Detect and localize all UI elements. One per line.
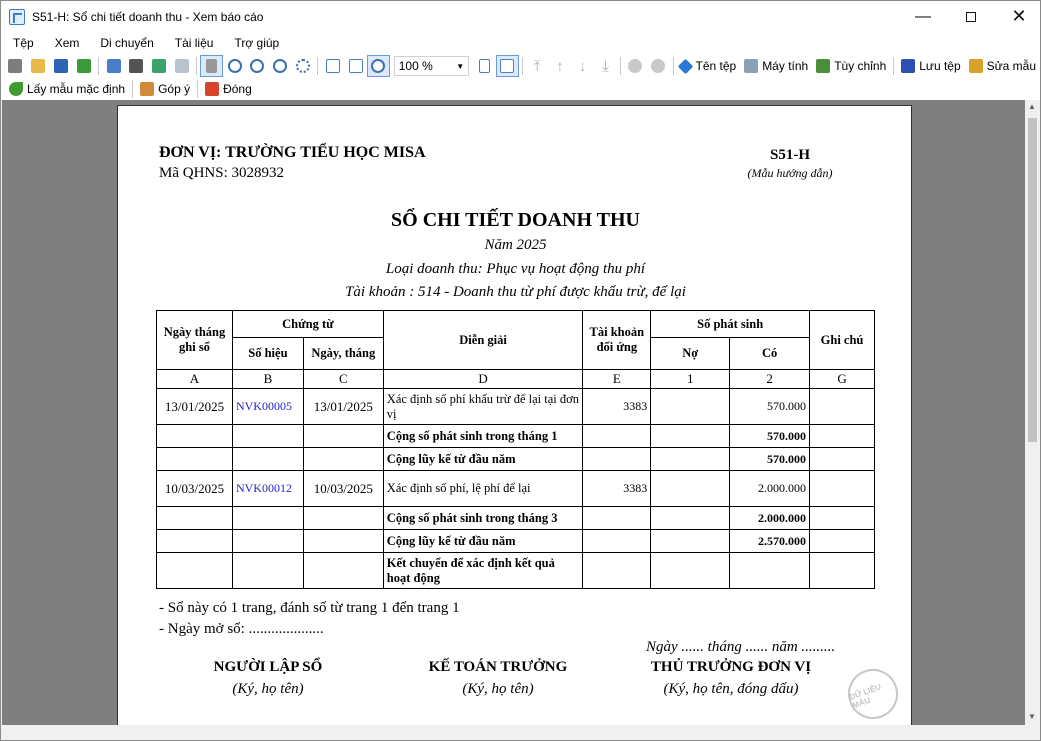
edit-icon (969, 59, 983, 73)
row-voucher-date (303, 448, 383, 471)
unit-name: ĐƠN VỊ: TRƯỜNG TIỂU HỌC MISA (159, 144, 426, 161)
first-page-icon: ⤒ (533, 57, 541, 75)
printer-icon (8, 59, 22, 73)
single-page-icon (479, 59, 490, 73)
calculator-label: Máy tính (762, 59, 809, 73)
back-icon (628, 59, 642, 73)
row-credit: 2.570.000 (730, 530, 810, 553)
last-page-button[interactable] (594, 55, 617, 77)
header-debit: Nợ (651, 338, 730, 370)
row-credit: 570.000 (730, 448, 810, 471)
preview-icon (175, 59, 189, 73)
row-debit (651, 448, 730, 471)
page-count-note: - Sổ này có 1 trang, đánh số từ trang 1 đến trang 1 (159, 600, 460, 616)
table-row (157, 389, 875, 425)
vertical-scroll-thumb[interactable] (1028, 118, 1037, 442)
row-description: Kết chuyển để xác định kết quả hoạt động (383, 553, 583, 589)
row-account (583, 448, 651, 471)
megaphone-icon (140, 82, 154, 96)
report-title: SỔ CHI TIẾT DOANH THU (391, 209, 640, 231)
arrow-down-icon: ↓ (578, 57, 587, 75)
close-report-button[interactable] (201, 78, 256, 100)
row-date (157, 425, 233, 448)
row-description: Xác định số phí khấu trừ để lại tại đơn vị (383, 389, 583, 425)
row-voucher-date (303, 530, 383, 553)
row-credit (730, 553, 810, 589)
chevron-down-icon: ▼ (456, 61, 465, 71)
maximize-button[interactable] (948, 1, 994, 32)
export-button[interactable] (72, 55, 95, 77)
row-note (810, 553, 875, 589)
row-description: Xác định số phí, lệ phí để lại (383, 471, 583, 507)
secondary-toolbar (1, 78, 1040, 100)
signer-title: NGƯỜI LẬP SỔ (213, 659, 323, 675)
customize-label: Tùy chỉnh (834, 59, 887, 73)
row-voucher-link (232, 553, 303, 589)
form-code: S51-H (769, 147, 810, 163)
folder-icon (31, 59, 45, 73)
vertical-scrollbar[interactable] (1025, 100, 1040, 725)
previous-page-button[interactable] (549, 55, 572, 77)
row-account (583, 530, 651, 553)
default-template-label: Lấy mẫu mặc định (27, 82, 126, 96)
column-letter: A (157, 370, 233, 389)
zoom-in-button[interactable] (223, 55, 246, 77)
row-credit: 570.000 (730, 389, 810, 425)
customize-icon (816, 59, 830, 73)
undo-arrow-icon (9, 82, 23, 96)
file-name-button[interactable] (676, 55, 740, 77)
toolbar-separator (620, 57, 621, 75)
toolbar-separator (317, 57, 318, 75)
power-icon (205, 82, 219, 96)
parameters-button[interactable] (102, 55, 125, 77)
floppy-icon (901, 59, 915, 73)
hand-icon (206, 59, 217, 73)
whole-page-icon (349, 59, 363, 73)
table-row (157, 553, 875, 589)
table-icon (107, 59, 121, 73)
column-letter: 1 (651, 370, 730, 389)
table-row (157, 507, 875, 530)
zoom-100-icon (371, 59, 385, 73)
signature-date: Ngày ...... tháng ...... năm ......... (646, 639, 836, 655)
report-year: Năm 2025 (484, 237, 547, 253)
refresh-button[interactable] (148, 55, 171, 77)
row-date (157, 448, 233, 471)
open-button[interactable] (27, 55, 50, 77)
signer-subtitle: (Ký, họ tên, đóng dấu) (663, 681, 799, 697)
zoom-area-button[interactable] (292, 55, 315, 77)
row-voucher-link (232, 507, 303, 530)
row-note (810, 425, 875, 448)
file-name-label: Tên tệp (695, 59, 737, 73)
header-amount: Số phát sinh (651, 311, 810, 338)
signer-subtitle: (Ký, họ tên) (462, 681, 534, 697)
row-voucher-date (303, 507, 383, 530)
row-date: 10/03/2025 (157, 471, 233, 507)
column-letter: G (810, 370, 875, 389)
row-debit (651, 471, 730, 507)
row-account: 3383 (583, 471, 651, 507)
row-voucher-link (232, 530, 303, 553)
actual-size-button[interactable] (367, 55, 390, 77)
menu-document[interactable]: Tài liệu (174, 36, 214, 50)
header-date: Ngày tháng ghi sổ (157, 311, 233, 370)
menu-file[interactable]: Tệp (13, 36, 34, 50)
default-template-button[interactable] (7, 78, 129, 100)
title-bar (1, 1, 1040, 32)
row-voucher-link (232, 448, 303, 471)
close-button[interactable]: ✕ (1011, 6, 1027, 26)
back-button[interactable] (624, 55, 647, 77)
row-credit: 2.000.000 (730, 507, 810, 530)
page-width-button[interactable] (321, 55, 344, 77)
size-grip (1025, 725, 1040, 740)
menu-bar (1, 32, 1040, 54)
forward-button[interactable] (647, 55, 670, 77)
zoom-select[interactable] (394, 56, 469, 76)
row-date (157, 507, 233, 530)
header-voucher-date: Ngày, tháng (303, 338, 383, 370)
signer-subtitle: (Ký, họ tên) (232, 681, 304, 697)
export-icon (77, 59, 91, 73)
single-page-button[interactable] (473, 55, 496, 77)
row-account (583, 507, 651, 530)
preview-button[interactable] (171, 55, 194, 77)
toolbar-separator (196, 57, 197, 75)
menu-help[interactable]: Trợ giúp (234, 36, 280, 50)
header-credit: Có (730, 338, 810, 370)
row-credit: 2.000.000 (730, 471, 810, 507)
row-note (810, 507, 875, 530)
open-date-note: - Ngày mở sổ: .................... (159, 621, 324, 637)
save-file-label: Lưu tệp (919, 59, 961, 73)
next-page-button[interactable] (571, 55, 594, 77)
row-debit (651, 389, 730, 425)
scroll-up-icon[interactable]: ▲ (1028, 102, 1036, 111)
zoom-area-icon (296, 59, 310, 73)
table-row (157, 448, 875, 471)
print-button[interactable] (4, 55, 27, 77)
toolbar-separator (132, 80, 133, 98)
zoom-out-button[interactable] (269, 55, 292, 77)
qhns-code: Mã QHNS: 3028932 (159, 165, 285, 181)
row-description: Cộng số phát sinh trong tháng 3 (383, 507, 583, 530)
signer-title: KẾ TOÁN TRƯỞNG (428, 659, 568, 675)
minimize-button[interactable]: — (915, 7, 931, 25)
row-voucher-link (232, 425, 303, 448)
row-credit: 570.000 (730, 425, 810, 448)
row-account (583, 425, 651, 448)
save-file-button[interactable] (897, 55, 964, 77)
column-letter: 2 (730, 370, 810, 389)
find-button[interactable] (125, 55, 148, 77)
row-debit (651, 530, 730, 553)
menu-view[interactable]: Xem (54, 36, 80, 50)
window-title: S51-H: Sổ chi tiết doanh thu - Xem báo cáo (32, 9, 264, 24)
calculator-icon (744, 59, 758, 73)
report-app-icon (9, 9, 25, 25)
row-voucher-date (303, 425, 383, 448)
arrow-up-icon: ↑ (556, 57, 564, 75)
header-description: Diễn giải (383, 311, 583, 370)
zoom-value: 100 % (398, 59, 433, 73)
report-view-area[interactable] (2, 100, 1025, 725)
row-date (157, 530, 233, 553)
ledger-table (156, 310, 875, 589)
customize-button[interactable] (812, 55, 890, 77)
edit-template-button[interactable] (965, 55, 1040, 77)
row-voucher-link[interactable]: NVK00012 (232, 471, 303, 507)
info-icon (678, 58, 694, 74)
row-account: 3383 (583, 389, 651, 425)
scroll-down-icon[interactable]: ▼ (1028, 712, 1036, 721)
zoom-in-plus-button[interactable] (246, 55, 269, 77)
form-subtitle: (Mẫu hướng dẫn) (747, 166, 833, 180)
last-page-icon: ⤓ (602, 57, 609, 75)
header-voucher: Chứng từ (232, 311, 383, 338)
revenue-type: Loại doanh thu: Phục vụ hoạt động thu phí (385, 261, 646, 277)
row-debit (651, 507, 730, 530)
signer-title: THỦ TRƯỞNG ĐƠN VỊ (650, 659, 812, 675)
horizontal-scrollbar[interactable] (2, 725, 1025, 740)
refresh-icon (152, 59, 166, 73)
row-account (583, 553, 651, 589)
toolbar-separator (893, 57, 894, 75)
magnifier-icon (228, 59, 242, 73)
save-button[interactable] (50, 55, 73, 77)
first-page-button[interactable] (526, 55, 549, 77)
feedback-button[interactable] (136, 78, 194, 100)
zoom-out-icon (273, 59, 287, 73)
close-report-label: Đóng (223, 82, 252, 96)
table-row (157, 530, 875, 553)
forward-icon (651, 59, 665, 73)
toolbar-separator (522, 57, 523, 75)
sample-data-stamp: DỮ LIỆU MẪU (841, 662, 905, 725)
binoculars-icon (129, 59, 143, 73)
column-letter: C (303, 370, 383, 389)
toolbar-separator (98, 57, 99, 75)
header-note: Ghi chú (810, 311, 875, 370)
report-page (117, 105, 912, 725)
edit-template-label: Sửa mẫu (986, 59, 1037, 73)
page-width-icon (326, 59, 340, 73)
column-letter: B (232, 370, 303, 389)
multi-page-icon (500, 59, 514, 73)
row-voucher-date: 13/01/2025 (303, 389, 383, 425)
row-description: Cộng số phát sinh trong tháng 1 (383, 425, 583, 448)
row-debit (651, 425, 730, 448)
feedback-label: Góp ý (158, 82, 191, 96)
whole-page-button[interactable] (344, 55, 367, 77)
table-row (157, 425, 875, 448)
account-line: Tài khoản : 514 - Doanh thu từ phí được khấu trừ, để lại (345, 284, 686, 300)
save-icon (54, 59, 68, 73)
row-note (810, 389, 875, 425)
row-date: 13/01/2025 (157, 389, 233, 425)
table-row (157, 471, 875, 507)
main-toolbar (1, 54, 1040, 78)
row-description: Cộng lũy kế từ đầu năm (383, 448, 583, 471)
toolbar-separator (673, 57, 674, 75)
header-account: Tài khoản đối ứng (583, 311, 651, 370)
row-note (810, 471, 875, 507)
header-voucher-no: Số hiệu (232, 338, 303, 370)
toolbar-separator (197, 80, 198, 98)
multi-page-button[interactable] (496, 55, 519, 77)
hand-tool-button[interactable] (200, 55, 223, 77)
row-description: Cộng lũy kế từ đầu năm (383, 530, 583, 553)
row-debit (651, 553, 730, 589)
row-date (157, 553, 233, 589)
row-voucher-date: 10/03/2025 (303, 471, 383, 507)
calculator-button[interactable] (740, 55, 812, 77)
menu-navigate[interactable]: Di chuyển (100, 36, 154, 50)
row-voucher-link[interactable]: NVK00005 (232, 389, 303, 425)
row-note (810, 530, 875, 553)
column-letter: E (583, 370, 651, 389)
column-letter: D (383, 370, 583, 389)
zoom-in-icon (250, 59, 264, 73)
row-note (810, 448, 875, 471)
row-voucher-date (303, 553, 383, 589)
